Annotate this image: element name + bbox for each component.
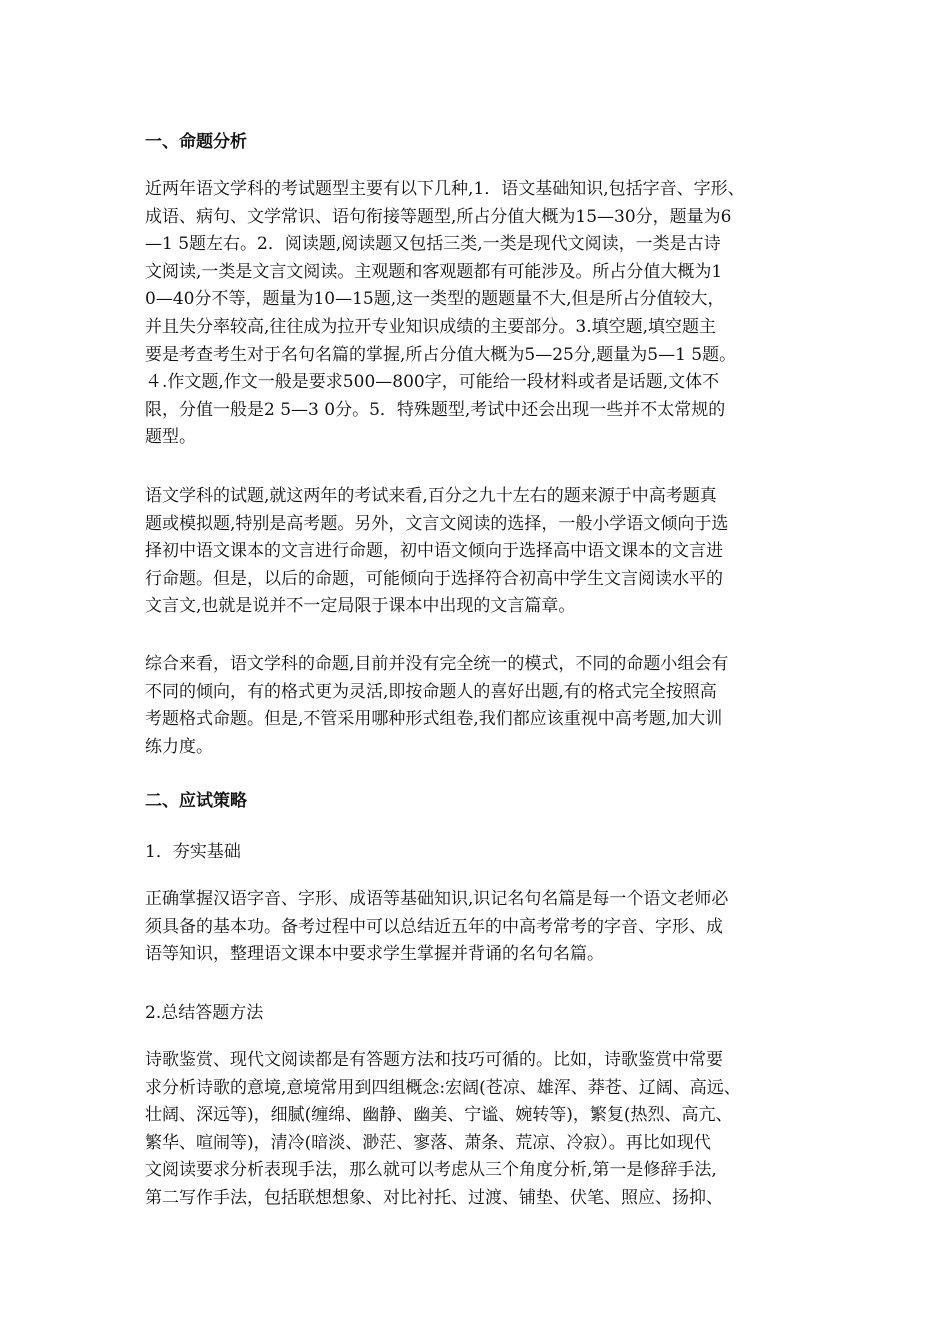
text-line: 语等知识，整理语文课本中要求学生掌握并背诵的名句名篇。 [145, 944, 604, 965]
text-line: 题型。 [145, 427, 196, 448]
text-line: 择初中语文课本的文言进行命题，初中语文倾向于选择高中语文课本的文言进 [145, 541, 723, 562]
text-line: 正确掌握汉语字音、字形、成语等基础知识,识记名句名篇是每一个语文老师必 [145, 889, 729, 909]
text-line: 限，分值一般是2 5—3 0分。5．特殊题型,考试中还会出现一些并不太常规的 [145, 399, 726, 420]
text-line: 诗歌鉴赏、现代文阅读都是有答题方法和技巧可循的。比如，诗歌鉴赏中常要 [145, 1050, 723, 1070]
text-line: 近两年语文学科的考试题型主要有以下几种,1．语文基础知识,包括字音、字形、 [145, 179, 745, 199]
text-line: ４.作文题,作文一般是要求500—800字，可能给一段材料或者是话题,文体不 [145, 372, 720, 393]
paragraph-basics [145, 886, 810, 969]
text-line: 文阅读,一类是文言文阅读。主观题和客观题都有可能涉及。所占分值大概为1 [145, 261, 723, 282]
text-line: 0—40分不等，题量为10—15题,这一类型的题题量不大,但是所占分值较大， [145, 289, 725, 310]
text-line: 语文学科的试题,就这两年的考试来看,百分之九十左右的题来源于中高考题真 [145, 486, 717, 506]
paragraph-question-types [145, 176, 810, 452]
text-line: 综合来看，语文学科的命题,目前并没有完全统一的模式，不同的命题小组会有 [145, 654, 729, 674]
text-line: 文阅读要求分析表现手法，那么就可以考虑从三个角度分析,第一是修辞手法, [145, 1160, 717, 1181]
text-line: 考题格式命题。但是,不管采用哪种形式组卷,我们都应该重视中高考题,加大训 [145, 709, 723, 730]
paragraph-methods [145, 1047, 810, 1213]
paragraph-question-sources [145, 483, 810, 621]
text-line: 第二写作手法，包括联想想象、对比衬托、过渡、铺垫、伏笔、照应、扬抑、 [145, 1187, 723, 1208]
subheading-basics: 1．夯实基础 [145, 842, 241, 862]
text-line: 题或模拟题,特别是高考题。另外，文言文阅读的选择，一般小学语文倾向于选 [145, 513, 729, 534]
text-line: 行命题。但是，以后的命题，可能倾向于选择符合初高中学生文言阅读水平的 [145, 568, 723, 589]
text-line: 文言文,也就是说并不一定局限于课本中出现的文言篇章。 [145, 596, 576, 617]
section-heading-analysis: 一、命题分析 [145, 132, 247, 152]
text-line: 繁华、喧闹等)，清冷(暗淡、渺茫、寥落、萧条、荒凉、冷寂）。再比如现代 [145, 1132, 711, 1153]
text-line: 须具备的基本功。备考过程中可以总结近五年的中高考常考的字音、字形、成 [145, 916, 723, 937]
text-line: 不同的倾向，有的格式更为灵活,即按命题人的喜好出题,有的格式完全按照高 [145, 681, 717, 702]
text-line: 并且失分率较高,往往成为拉开专业知识成绩的主要部分。3.填空题,填空题主 [145, 316, 717, 337]
paragraph-summary [145, 651, 810, 761]
subheading-methods: 2.总结答题方法 [145, 1003, 264, 1023]
text-line: 求分析诗歌的意境,意境常用到四组概念:宏阔(苍凉、雄浑、莽苍、辽阔、高远、 [145, 1077, 741, 1098]
text-line: 成语、病句、文学常识、语句衔接等题型,所占分值大概为15—30分，题量为6 [145, 206, 732, 227]
text-line: 要是考查考生对于名句名篇的掌握,所占分值大概为5—25分,题量为5—1 5题。 [145, 344, 737, 365]
section-heading-strategy: 二、应试策略 [145, 791, 247, 811]
text-line: 壮阔、深远等)，细腻(缠绵、幽静、幽美、宁谧、婉转等)，繁复(热烈、高亢、 [145, 1105, 733, 1126]
text-line: 练力度。 [145, 736, 213, 757]
text-line: —1 5题左右。2．阅读题,阅读题又包括三类,一类是现代文阅读，一类是古诗 [145, 234, 721, 255]
